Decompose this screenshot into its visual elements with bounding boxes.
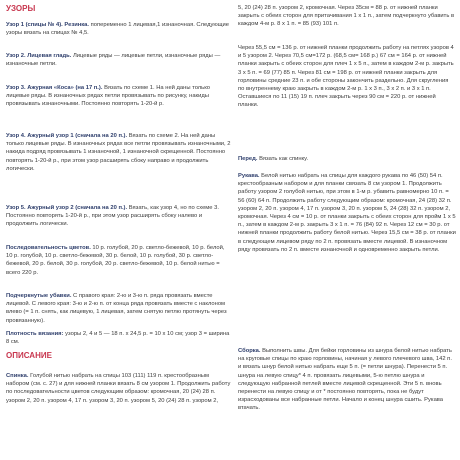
pattern-1-label: Узор 1 (спицы № 4). Резинка. (6, 22, 90, 28)
pattern-5-label: Узор 5. Ажурный узор 2 (сначала на 20 п.). (6, 205, 128, 211)
assembly-text: Выполнить швы. Для бейки горловины из шнура белой нитью набрать на круговые спицы по краю горловины, начиная у левого плечевого шва, 142 п. и вязать шнур белой нитью набрать еще 5 п. (= петли шнура). Перенести 5 п. шнура на левую спицу* 4 п. провязать лицевыми, 5-ю петлю шнура и следующую набранной петлей вместе лицевой скрещенной. Эти 5 п. вновь перенести на левую спицу и от * постоянно повторять, пока не будут израсходованы все набранные петли. Начало и конец шнура сшить. Рукава втачать. (238, 348, 452, 412)
pattern-5-text: Вязать, как узор 4, но по схеме 3. Постоянно повторять 1-20-й р., при этом узор расширять сбоку налево и продолжить логически. (6, 205, 219, 228)
gauge-paragraph (6, 330, 232, 346)
sleeves-paragraph (238, 172, 456, 254)
sleeves-text: Белой нитью набрать на спицы для каждого рукава по 46 (50) 54 п. крестообразным набором и для планки связать 8 см узором 1. Продолжить работу узором 2 голубой нитью, при этом в 1-м р. убавить равномерно 10 п. = 56 (60) 64 п. Продолжить работу следующим образом: кромочная, 24 (28) 32 п. узором 2, 20 п. узором 4, 17 п. узором 3, 20 п. узором 5, 24 (28) 32 п. узором 2, кромочная. Через 4 см = 10 р. от планки закрыть с обеих сторон для пройм 1 x 5 п., затем в каждом 2-м р. закрыть 3 x 1 п. = 76 (84) 92 п. Через 12 см = 30 р. от нижней планки продолжить работу белой нитью. Через 15,5 см = 38 р. от планки в следующем лицевом ряду по 2 п. провязать вместе лицевой. В изнаночном ряду провязать по 2 п. вместе изнаночной и одновременно закрыть петли. (238, 173, 456, 253)
back-label: Спинка. (6, 373, 29, 379)
description-heading: ОПИСАНИЕ (6, 351, 52, 360)
color-sequence-text: 10 р. голубой, 20 р. светло-бежевой, 10 р. белой, 10 р. голубой, 10 р. светло-бежевой, 30 р. белой, 10 р. голубой, 30 р. светло-бежевой, 20 р. белой, 30 р. голубой, 20 р. светло-бежевой, 10 р. белой нитью = всего 220 р. (6, 245, 225, 276)
decreases-label: Подчеркнутые убавки. (6, 293, 72, 299)
back-text: Голубой нитью набрать на спицы 103 (111) 119 п. крестообразным набором (см. с. 27) и для нижней планки вязать 8 см узором 1. Продолжить работу по последовательности цветов следующим образом: кромочная, 20 (24) 28 п. узором 2, 20 п. узором 4, 17 п. узором 3, 20 п. узором 5, 20 (24) 28 п. узором 2, (6, 373, 231, 404)
pattern-4-label: Узор 4. Ажурный узор 1 (сначала на 20 п.). (6, 133, 128, 139)
pattern-2-paragraph (6, 52, 232, 68)
pattern-3-text: Вязать по схеме 1. На ней даны только лицевые ряды. В изнаночных рядах петли провязывать по рисунку, накиды провязывать изнаночными. Постоянно повторять 1-20-й р. (6, 85, 211, 108)
back-paragraph (6, 372, 232, 405)
front-text: Вязать как спинку. (257, 156, 309, 162)
front-paragraph (238, 155, 456, 163)
pattern-3-label: Узор 3. Ажурная «Коса» (на 17 п.). (6, 85, 103, 91)
gauge-text: узоры 2, 4 и 5 — 18 п. х 24,5 р. = 10 х 10 см; узор 3 = ширина 8 см. (6, 331, 230, 346)
decreases-text: С правого края: 2-ю и 3-ю п. ряда провязать вместе лицевой. С левого края: 3-ю и 2-ю п. от конца ряда провязать вместе с наклоном влево (= 1 п. снять, как лицевую, 1 лицевая, затем снятую петлю протянуть через провязанную). (6, 293, 227, 324)
patterns-heading: УЗОРЫ (6, 4, 36, 13)
pattern-3-paragraph (6, 84, 232, 109)
pattern-2-label: Узор 2. Лицевая гладь. (6, 53, 72, 59)
sleeves-label: Рукава. (238, 173, 260, 179)
gauge-label: Плотность вязания: (6, 331, 64, 337)
color-sequence-label: Последовательность цветов. (6, 245, 91, 251)
neckline-text: Через 55,5 см = 136 р. от нижней планки продолжить работу на петлях узоров 4 и 5 узором 2. Через 70,5 см=172 р. (68,5 см= 168 р.) 67 см = 164 р. от нижней планки закрыть с обеих сторон для плеч 1 x 5 п., затем в каждом 2-м р. закрыть 3 x 5 п. = 69 (77) 85 п. Через 81 см = 198 р. от нижней планки закрыть для горловины средние 23 п. и обе стороны закончить раздельно. Для скругления по внутреннему краю закрыть в каждом 2-м р. 1 x 3 п., 3 x 2 п. и 3 x 1 п. Оставшиеся по 11 (15) 19 п. плеч закрыть через 90 см = 220 р. от нижней планки. (238, 45, 454, 109)
pattern-4-paragraph (6, 132, 232, 173)
pattern-1-paragraph (6, 21, 232, 37)
back-continued-text: 5, 20 (24) 28 п. узором 2, кромочная. Через 35см = 88 р. от нижней планки закрыть с обеих сторон для притачивания 1 x 1 п., затем подчеркнуто убавить в каждом 4-м р. 8 x 1 п. = 85 (93) 101 п. (238, 5, 455, 28)
decreases-paragraph (6, 292, 232, 325)
assembly-paragraph (238, 347, 456, 413)
pattern-5-paragraph (6, 204, 232, 229)
front-label: Перед. (238, 156, 258, 162)
neckline-paragraph (238, 44, 456, 110)
pattern-4-text: Вязать по схеме 2. На ней даны только лицевые ряды. В изнаночных рядах все петли провязывать изнаночными, 2 накида подряд провязывать 1 изнаночной, 1 изнаночной скрещенной. Постоянно повторять 1-20-й р., при этом узор расширять сбоку направо и продолжить логически. (6, 133, 231, 172)
pattern-1-text: попеременно 1 лицевая,1 изнаночная. Следующие узоры вязать на спицах № 4,5. (6, 22, 229, 37)
pattern-2-text: Лицевые ряды — лицевые петли, изнаночные ряды — изнаночные петли. (6, 53, 221, 68)
back-continued-paragraph (238, 4, 456, 29)
color-sequence-paragraph (6, 244, 232, 277)
assembly-label: Сборка. (238, 348, 261, 354)
